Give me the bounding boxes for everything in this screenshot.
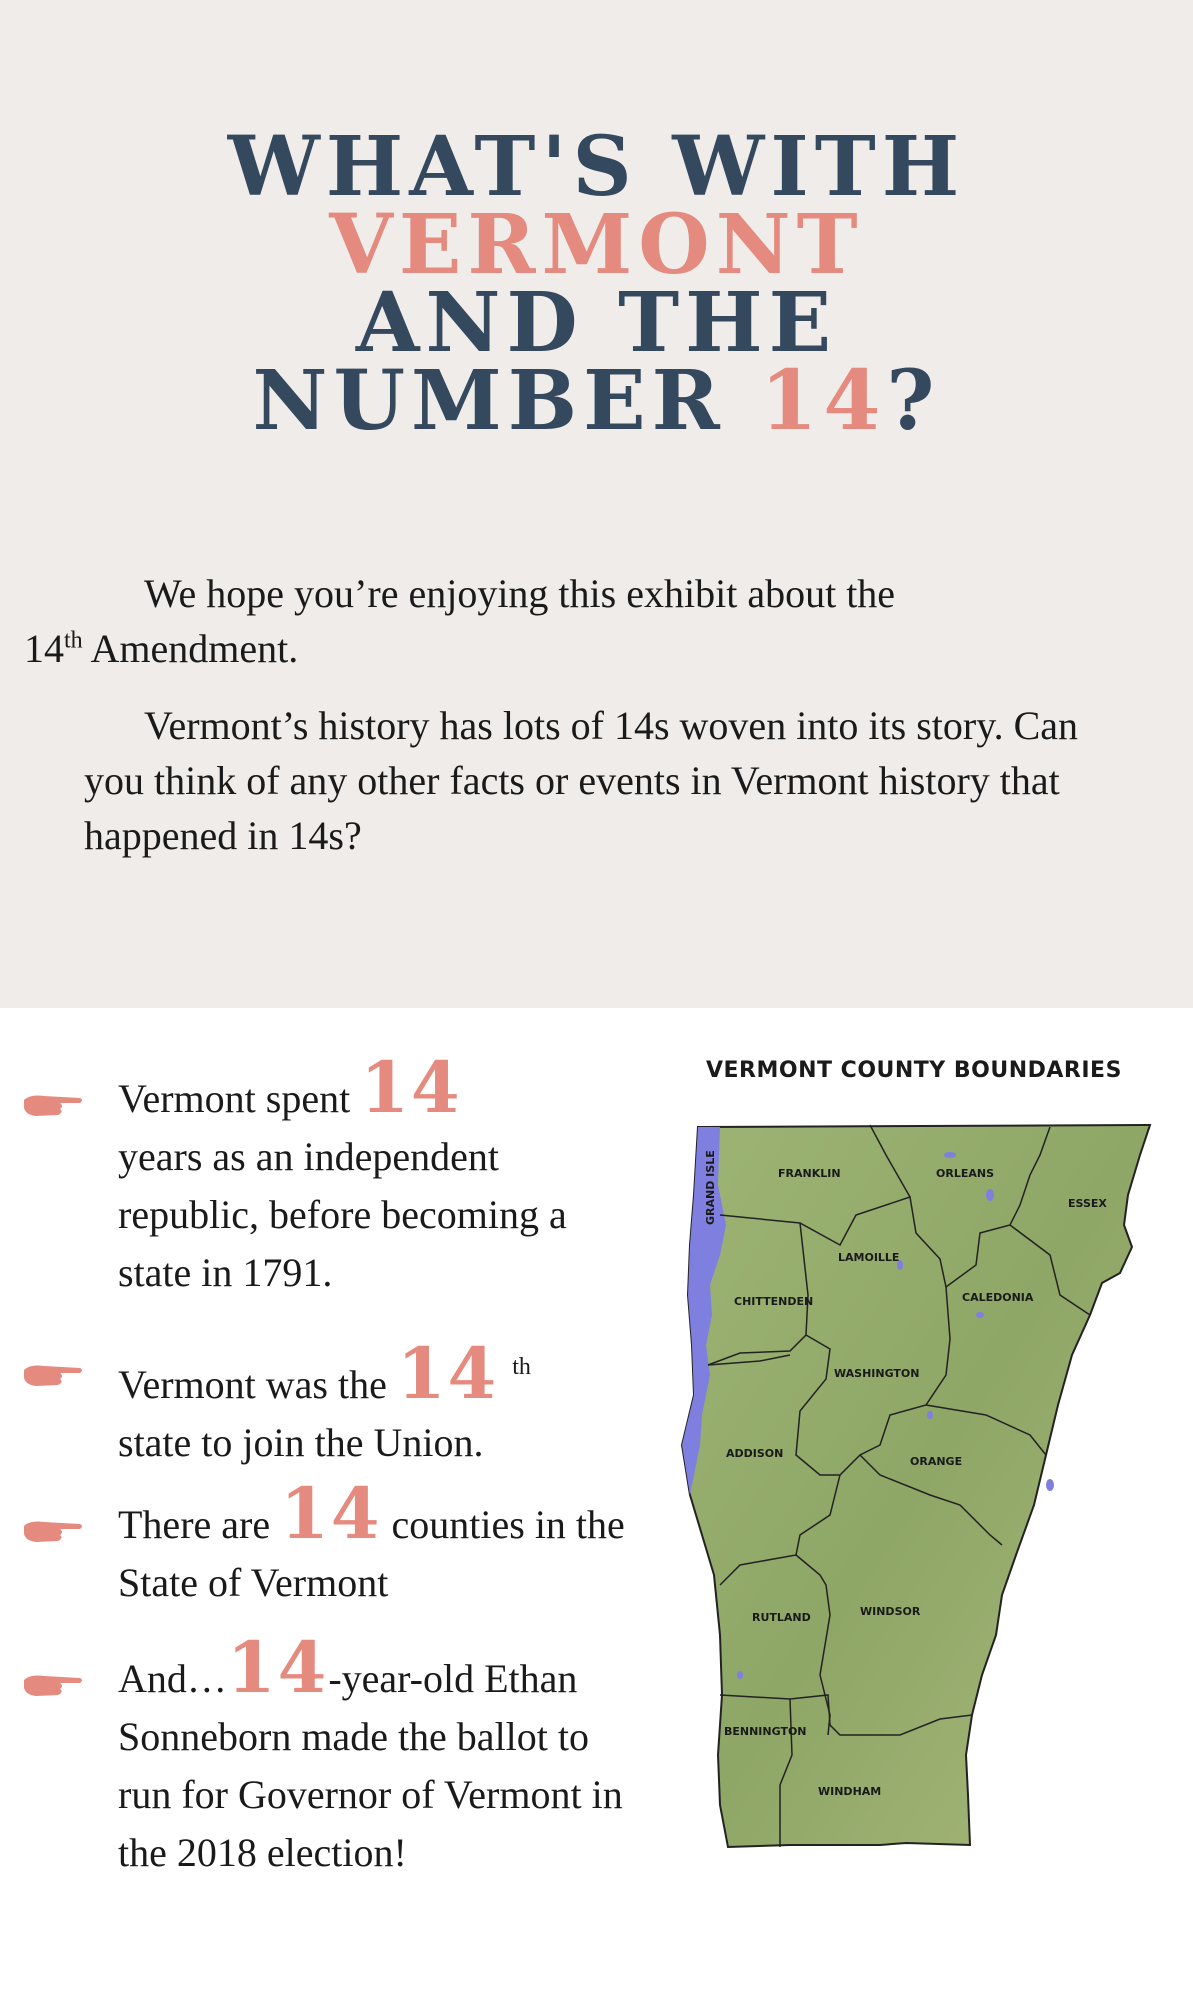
county-label-rutland: RUTLAND — [752, 1611, 811, 1624]
county-label-lamoille: LAMOILLE — [838, 1251, 900, 1264]
fact-3-after: counties in the State of Vermont — [118, 1502, 625, 1605]
pointing-hand-icon — [22, 1360, 84, 1388]
fact-3-before: There are — [118, 1502, 281, 1547]
title-line-4 — [0, 353, 1193, 449]
fact-1-after: years as an independent republic, before becoming a state in 1791. — [118, 1134, 567, 1295]
county-label-franklin: FRANKLIN — [778, 1167, 841, 1180]
intro-p1-part-b: Amendment. — [82, 626, 299, 671]
county-label-windsor: WINDSOR — [860, 1605, 921, 1618]
county-label-addison: ADDISON — [726, 1447, 784, 1460]
intro-paragraph-2: Vermont’s history has lots of 14s woven into its story. Can you think of any other facts or events in Vermont history that happened in 14s? — [84, 703, 1079, 858]
county-label-grand-isle: GRAND ISLE — [704, 1150, 717, 1225]
title-number-word: NUMBER — [252, 353, 726, 449]
vermont-county-map — [680, 1115, 1160, 1895]
title-question-mark: ? — [886, 353, 941, 449]
fact-2-number: 14 — [396, 1332, 499, 1415]
fact-4-number: 14 — [226, 1626, 329, 1709]
pointing-hand-icon — [22, 1670, 84, 1698]
county-label-orange: ORANGE — [910, 1455, 963, 1468]
title-line-vermont: VERMONT — [329, 197, 864, 293]
intro-p1-suffix: th — [64, 627, 83, 654]
county-label-windham: WINDHAM — [818, 1785, 882, 1798]
fact-3-number: 14 — [280, 1472, 382, 1555]
fact-text-1 — [118, 1046, 638, 1302]
fact-1-number: 14 — [360, 1046, 462, 1129]
pointing-hand-icon — [22, 1090, 84, 1118]
intro-p1-number: 14 — [24, 626, 64, 671]
county-label-orleans: ORLEANS — [936, 1167, 994, 1180]
map-title: VERMONT COUNTY BOUNDARIES — [706, 1058, 1122, 1083]
title-line-1: WHAT'S WITH — [227, 119, 966, 215]
pointing-hand-icon — [22, 1516, 84, 1544]
county-label-chittenden: CHITTENDEN — [734, 1295, 814, 1308]
fact-text-3 — [118, 1472, 638, 1612]
fact-2-before: Vermont was the — [118, 1362, 397, 1407]
page-title — [0, 119, 1193, 449]
county-label-bennington: BENNINGTON — [724, 1725, 807, 1738]
fact-text-2 — [118, 1332, 638, 1472]
fact-2-after: state to join the Union. — [118, 1420, 484, 1465]
title-number-14: 14 — [760, 353, 887, 449]
county-label-essex: ESSEX — [1068, 1197, 1107, 1210]
fact-4-before: And… — [118, 1656, 227, 1701]
county-label-caledonia: CALEDONIA — [962, 1291, 1034, 1304]
fact-4-after: -year-old Ethan Sonneborn made the ballot to run for Governor of Vermont in the 2018 election! — [118, 1656, 623, 1875]
intro-text — [24, 566, 1124, 885]
title-line-3: AND THE — [355, 275, 838, 371]
county-label-washington: WASHINGTON — [834, 1367, 920, 1380]
intro-paragraph-1 — [24, 566, 1124, 676]
fact-1-before: Vermont spent — [118, 1076, 361, 1121]
fact-2-suffix: th — [512, 1354, 531, 1380]
intro-p1-part-a: We hope you’re enjoying this exhibit about the — [144, 571, 896, 616]
fact-text-4 — [118, 1626, 638, 1882]
